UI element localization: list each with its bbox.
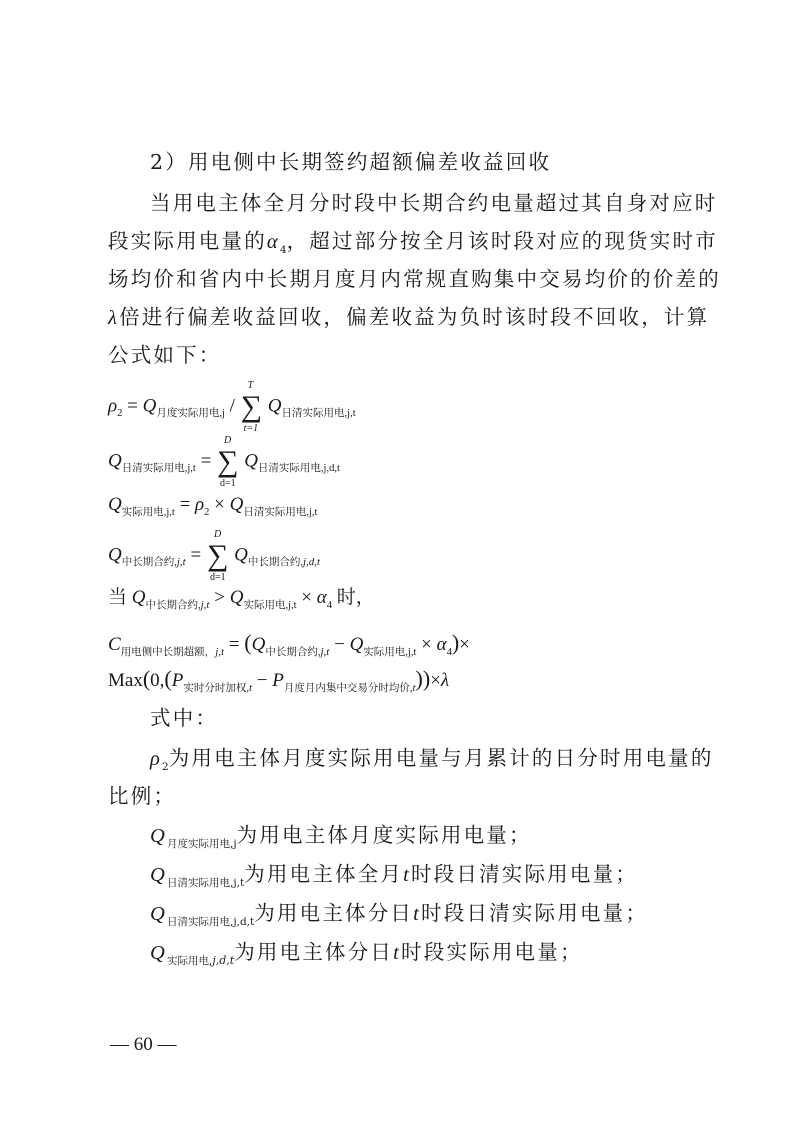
def-q-daily-jdt: $Q_{日清实际用电,j,d,t}$为用电主体分日t时段日清实际用电量； bbox=[150, 901, 649, 928]
para-line-1: 当用电主体全月分时段中长期合约电量超过其自身对应时 bbox=[150, 191, 718, 215]
def-q-actual-jdt: $Q_{实际用电,j,d,t}$为用电主体分日t时段实际用电量； bbox=[150, 940, 583, 967]
formula-condition: 当 $Q_{中长期合约,j,t} > Q_{实际用电,j,t} \times \alpha_4$ 时， bbox=[108, 586, 375, 611]
formula-q-actual: $Q_{实际用电,j,t} = \rho_2 \times Q_{日清实际用电,j,t}$ bbox=[108, 494, 318, 518]
formula-q-daily: $Q_{日清实际用电,j,t}$ = D ∑ d=1 $Q_{日清实际用电,j,d,t}$ bbox=[108, 435, 340, 489]
section-heading: 2）用电侧中长期签约超额偏差收益回收 bbox=[150, 150, 552, 174]
def-q-monthly: $Q_{月度实际用电,j}$为用电主体月度实际用电量； bbox=[150, 823, 532, 850]
page-number: — 60 — bbox=[110, 1034, 177, 1055]
formula-c-line1: $C_{用电侧中长期超额,j,t} = (Q_{中长期合约,j,t} - Q_{实际用电,j,t} \times \alpha_4)\times$ bbox=[108, 630, 470, 658]
formula-rho2: $\rho_2 = Q_{月度实际用电,j}$ / T ∑ t=1 $Q_{日清实际用电,j,t}$ bbox=[108, 380, 356, 434]
para-line-5: 公式如下： bbox=[108, 343, 222, 367]
def-q-daily-jt: $Q_{日清实际用电,j,t}$为用电主体全月t时段日清实际用电量； bbox=[150, 862, 638, 889]
formula-q-mlt: $Q_{中长期合约,j,t}$ = D ∑ d=1 $Q_{中长期合约,j,d,t}$ bbox=[108, 529, 321, 583]
para-line-4: λ倍进行偏差收益回收，偏差收益为负时该时段不回收，计算 bbox=[108, 305, 710, 329]
def-rho2-cont: 比例； bbox=[108, 784, 177, 808]
where-label: 式中： bbox=[150, 706, 219, 730]
para-line-2: 段实际用电量的$\alpha_4$，超过部分按全月该时段对应的现货实时市 bbox=[108, 229, 718, 256]
formula-c-line2: $Max(0,(P_{实时分时加权,t} - P_{月度月内集中交易分时均价,t}))\times\lambda$ bbox=[108, 666, 450, 694]
para-line-3: 场均价和省内中长期月度月内常规直购集中交易均价的价差的 bbox=[108, 267, 721, 291]
def-rho2: $\rho_2$为用电主体月度实际用电量与月累计的日分时用电量的 bbox=[150, 746, 714, 773]
